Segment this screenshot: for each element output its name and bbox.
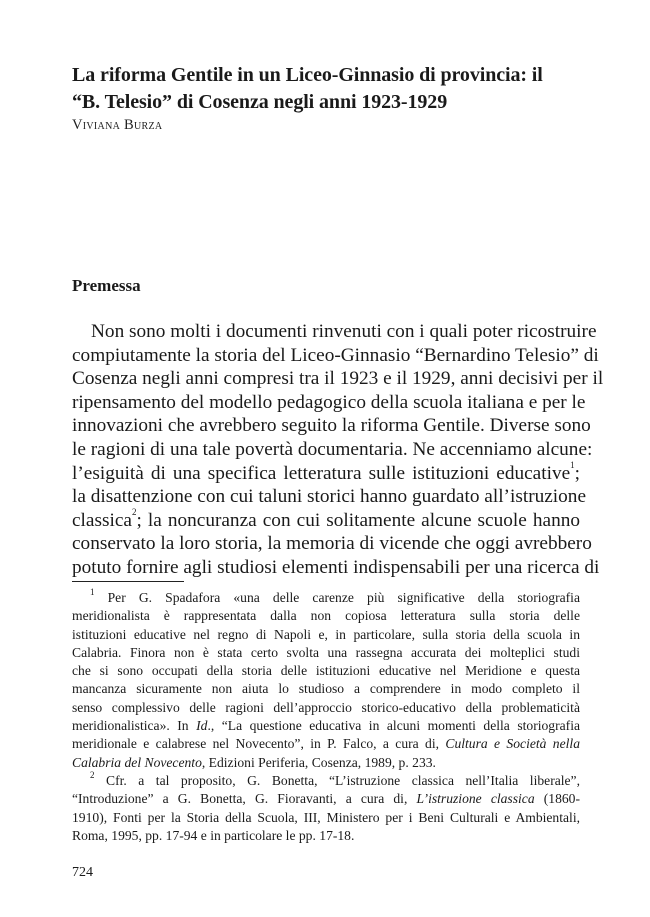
footnote-italic: Id — [196, 718, 208, 734]
footnote-2-line: Roma, 1995, pp. 17-94 e in particolare le pp. 17-18. — [72, 827, 355, 843]
page-number: 724 — [72, 865, 93, 880]
footnote-italic: Cultura e Società nella — [445, 736, 580, 752]
body-line: ripensamento del modello pedagogico della scuola italiana e per le — [72, 391, 586, 413]
footnote-text: ., “La questione educativa in alcuni momenti della storiografia — [207, 718, 581, 734]
body-line: Non sono molti i documenti rinvenuti con i quali poter ricostruire — [91, 321, 597, 342]
footnote-2-number: 2 — [90, 769, 95, 780]
footnote-2-line — [72, 790, 580, 808]
footnote-1-line: meridionalista è rappresentata dalla non copiosa letteratura sulla storia delle — [72, 608, 580, 624]
body-line-text: ; la noncuranza con cui solitamente alcune scuole hanno — [136, 509, 580, 531]
footnote-text: Per G. Spadafora «una delle carenze più significative della storiografia — [107, 590, 580, 605]
footnotes — [72, 589, 580, 845]
footnote-1-line: che si sono occupati della storia delle istituzioni educative nel Meridione e questa — [72, 663, 580, 679]
footnote-1-line: istituzioni educative nel regno di Napoli e, in particolare, sulla storia della scuola in — [72, 626, 580, 642]
footnote-1-line: Calabria. Finora non è stata certo svolta una rassegna accurata dei molteplici studi — [72, 644, 580, 660]
section-heading: Premessa — [72, 276, 141, 295]
footnote-italic: Calabria del Novecento — [72, 754, 202, 770]
footnote-text: “Introduzione” a G. Bonetta, G. Fioravanti, a cura di, — [72, 791, 408, 807]
body-line: Cosenza negli anni compresi tra il 1923 e il 1929, anni decisivi per il — [72, 368, 604, 390]
footnote-text: meridionale e calabrese nel Novecento”, in P. Falco, a cura di, — [72, 736, 440, 752]
footnote-2-line — [72, 769, 580, 790]
body-line-punct: ; — [574, 462, 580, 484]
title-line-2: “B. Telesio” di Cosenza negli anni 1923-1929 — [72, 91, 448, 113]
body-line — [72, 506, 580, 533]
footnote-text: (1860- — [543, 791, 581, 807]
footnote-1-number: 1 — [90, 587, 95, 597]
footnote-2-line: 1910), Fonti per la Storia della Scuola, III, Ministero per i Beni Culturali e Ambientali, — [72, 809, 580, 825]
body-paragraph — [72, 320, 604, 580]
body-line: la disattenzione con cui taluni storici hanno guardato all’istruzione — [72, 486, 587, 508]
footnote-1-line: mancanza sicuramente non aiuta lo studioso a comprendere in modo completo il — [72, 681, 580, 697]
footnote-1-line — [72, 717, 580, 735]
footnote-text: meridionalistica». In — [72, 718, 189, 734]
footnote-italic: L’istruzione classica — [416, 791, 535, 807]
footnote-1-line: senso complessivo delle ragioni dell’approccio storico-educativo della problematicità — [72, 699, 580, 715]
footnote-ref-1[interactable]: 1 — [570, 459, 575, 470]
footnote-1-line — [72, 589, 580, 607]
footnote-1-line — [72, 754, 580, 772]
body-line: potuto fornire agli studiosi elementi indispensabili per una ricerca di — [72, 556, 600, 578]
body-line-text: l’esiguità di una specifica letteratura sulle istituzioni educative — [72, 462, 571, 484]
body-line: compiutamente la storia del Liceo-Ginnasio “Bernardino Telesio” di — [72, 344, 599, 366]
article-title — [72, 62, 580, 116]
footnote-ref-2[interactable]: 2 — [131, 506, 137, 517]
footnote-text: , Edizioni Periferia, Cosenza, 1989, p. 233. — [201, 754, 436, 770]
footnote-text: Cfr. a tal proposito, G. Bonetta, “L’istruzione classica nell’Italia liberale”, — [106, 772, 580, 788]
article-header — [72, 62, 580, 134]
footnote-1-line — [72, 735, 580, 753]
body-line — [72, 459, 580, 486]
body-line: conservato la loro storia, la memoria di vicende che oggi avrebbero — [72, 533, 592, 555]
body-line-text: classica — [72, 509, 132, 531]
author-name: Viviana Burza — [72, 117, 163, 133]
title-line-1: La riforma Gentile in un Liceo-Ginnasio di provincia: il — [72, 64, 543, 86]
footnote-separator — [72, 581, 184, 582]
body-line: innovazioni che avrebbero seguito la riforma Gentile. Diverse sono — [72, 415, 591, 437]
body-line: le ragioni di una tale povertà documentaria. Ne accenniamo alcune: — [72, 438, 593, 460]
